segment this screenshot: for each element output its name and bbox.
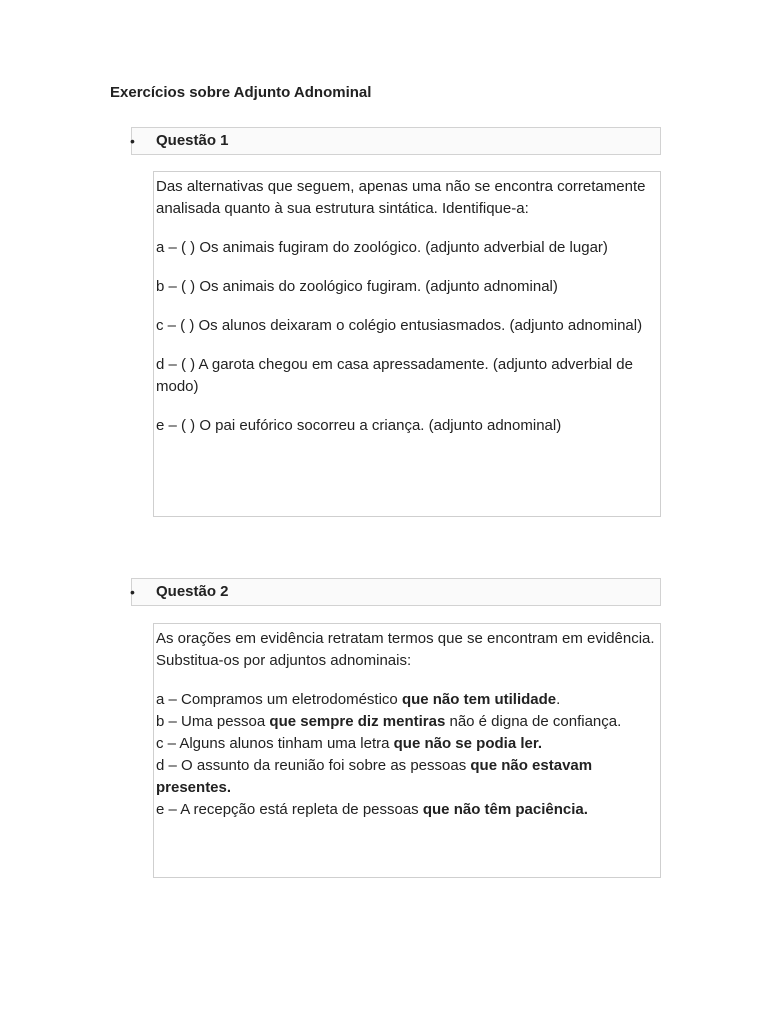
bullet-icon: • <box>130 133 135 149</box>
item-highlight: que não estavam presentes. <box>156 757 593 796</box>
question-2-header <box>130 578 661 606</box>
question-1-header <box>130 127 661 155</box>
item-highlight: que não tem utilidade <box>401 691 557 708</box>
item-tail: não é digna de confiança. <box>445 713 622 730</box>
question-2-item-e <box>156 799 658 821</box>
question-1-option-d: d – ( ) A garota chegou em casa apressadamente. (adjunto adverbial de modo) <box>156 356 633 395</box>
question-2-item-c <box>156 733 658 755</box>
question-1-option-c: c – ( ) Os alunos deixaram o colégio entusiasmados. (adjunto adnominal) <box>156 317 643 334</box>
item-text: d – O assunto da reunião foi sobre as pessoas <box>156 757 471 774</box>
question-1-option-a: a – ( ) Os animais fugiram do zoológico. (adjunto adverbial de lugar) <box>156 239 608 256</box>
item-highlight: que sempre diz mentiras <box>269 713 446 730</box>
question-1-box <box>153 171 661 517</box>
item-tail: . <box>556 691 561 708</box>
question-2-prompt: As orações em evidência retratam termos que se encontram em evidência. Substitua-os por adjuntos adnominais: <box>156 630 655 669</box>
question-2-item-b <box>156 711 658 733</box>
item-highlight: que não têm paciência. <box>422 801 588 818</box>
bullet-icon: • <box>130 584 135 600</box>
question-1-option-e: e – ( ) O pai eufórico socorreu a criança. (adjunto adnominal) <box>156 417 562 434</box>
question-2-box <box>153 623 661 878</box>
item-highlight: que não se podia ler. <box>393 735 543 752</box>
question-2-item-a <box>156 689 658 711</box>
question-1-label: Questão 1 <box>156 132 229 149</box>
question-1-prompt: Das alternativas que seguem, apenas uma não se encontra corretamente analisada quanto à sua estrutura sintática. Identifique-a: <box>156 178 646 217</box>
question-2-label: Questão 2 <box>156 583 229 600</box>
item-text: a – Compramos um eletrodoméstico <box>156 691 402 708</box>
question-2-item-d <box>156 755 658 799</box>
item-text: b – Uma pessoa <box>156 713 270 730</box>
document-title: Exercícios sobre Adjunto Adnominal <box>110 84 372 101</box>
item-text: e – A recepção está repleta de pessoas <box>156 801 423 818</box>
item-text: c – Alguns alunos tinham uma letra <box>156 735 394 752</box>
question-1-option-b: b – ( ) Os animais do zoológico fugiram. (adjunto adnominal) <box>156 278 558 295</box>
